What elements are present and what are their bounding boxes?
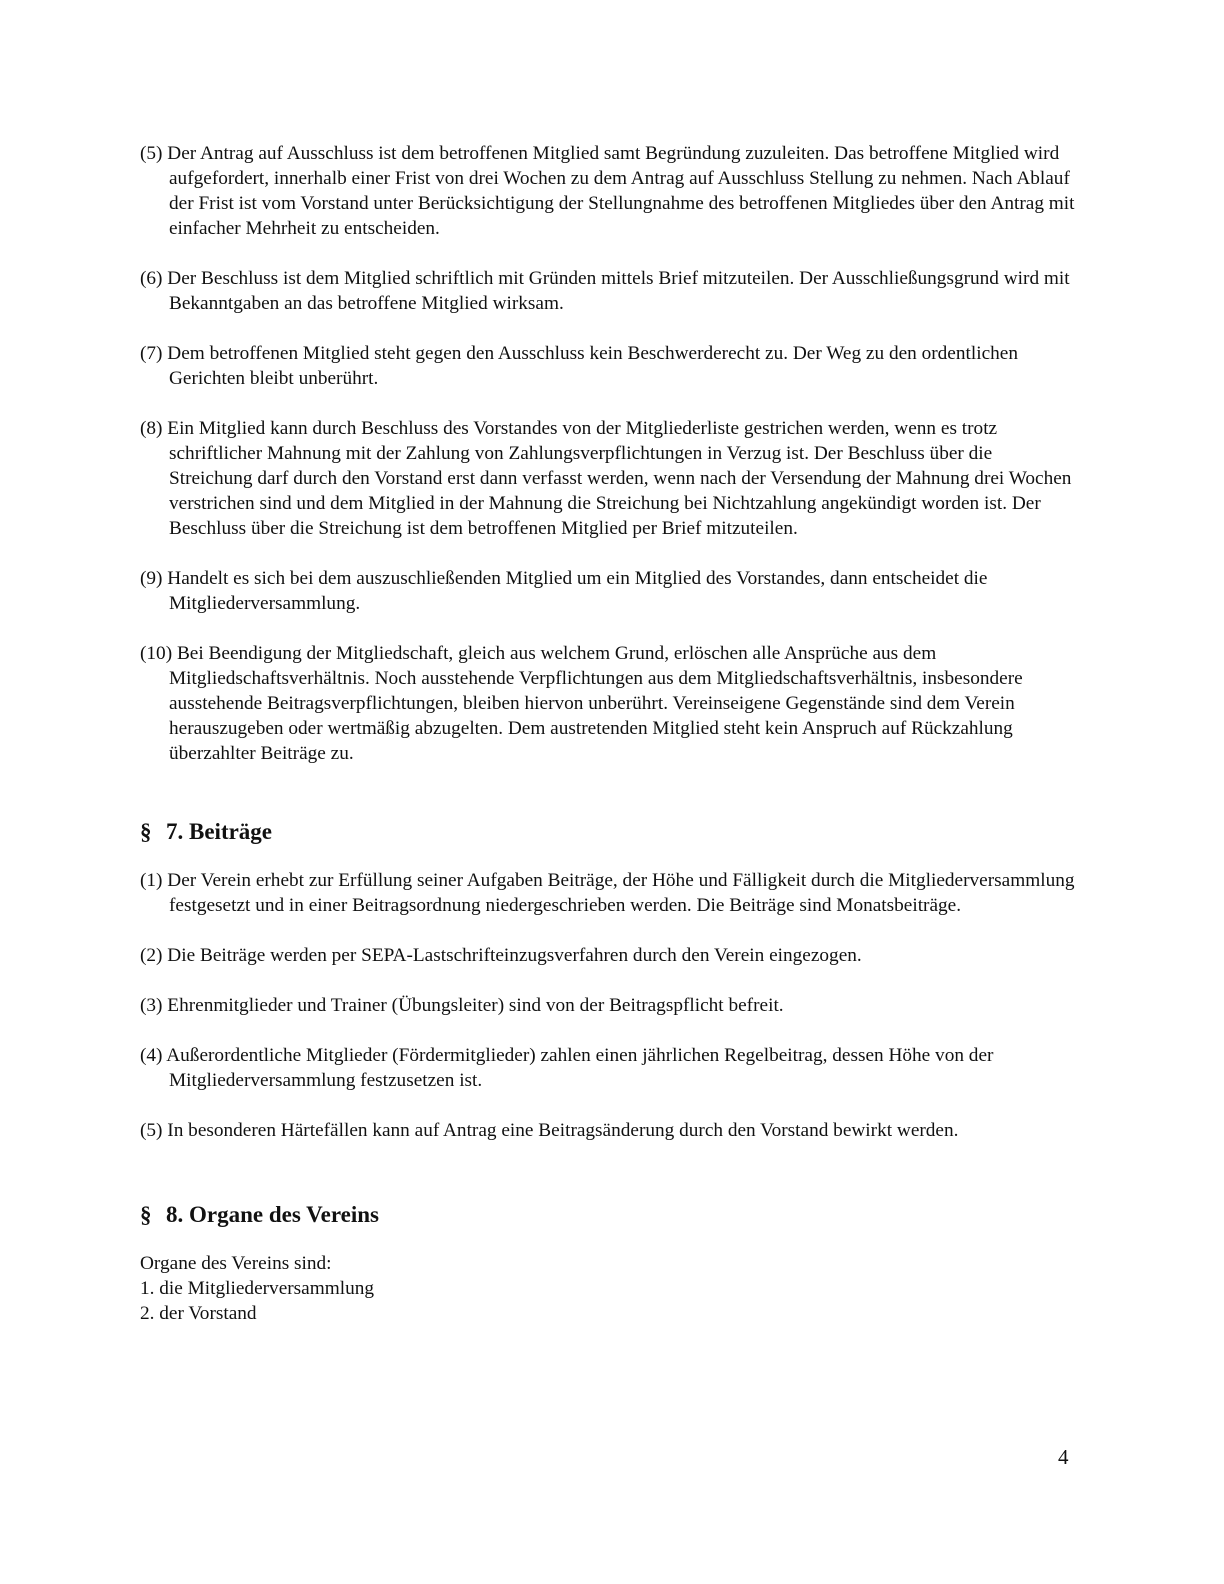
section6-paragraph-5: (5) Der Antrag auf Ausschluss ist dem betroffenen Mitglied samt Begründung zuzuleiten. Das betroffene Mitglied wird aufgefordert, innerhalb einer Frist von drei Wochen zu dem Antrag auf Ausschluss Stellung zu nehmen. Nach Ablauf der Frist ist vom Vorstand unter Berücksichtigung der Stellungnahme des betroffenen Mitgliedes über den Antrag mit einfacher Mehrheit zu entscheiden.	[140, 143, 1075, 239]
document-page	[140, 141, 1080, 1326]
section6-paragraph-8: (8) Ein Mitglied kann durch Beschluss des Vorstandes von der Mitgliederliste gestrichen werden, wenn es trotz schriftlicher Mahnung mit der Zahlung von Zahlungsverpflichtungen in Verzug ist. Der Beschluss über die Streichung darf durch den Vorstand erst dann verfasst werden, wenn nach der Versendung der Mahnung drei Wochen verstrichen sind und dem Mitglied in der Mahnung die Streichung bei Nichtzahlung angekündigt worden ist. Der Beschluss über die Streichung ist dem betroffenen Mitglied per Brief mitzuteilen.	[140, 418, 1072, 539]
section7-paragraph-3: (3) Ehrenmitglieder und Trainer (Übungsleiter) sind von der Beitragspflicht befreit.	[140, 995, 784, 1016]
section8-heading	[140, 1201, 1080, 1229]
section-symbol: §	[140, 1202, 152, 1227]
section7-paragraph-5: (5) In besonderen Härtefällen kann auf Antrag eine Beitragsänderung durch den Vorstand bewirkt werden.	[140, 1120, 959, 1141]
section7-paragraph-2: (2) Die Beiträge werden per SEPA-Lastschrifteinzugsverfahren durch den Verein eingezogen.	[140, 945, 862, 966]
section-symbol: §	[140, 819, 152, 844]
section6-paragraph-10: (10) Bei Beendigung der Mitgliedschaft, gleich aus welchem Grund, erlöschen alle Ansprüche aus dem Mitgliedschaftsverhältnis. Noch ausstehende Verpflichtungen aus dem Mitgliedschaftsverhältnis, insbesondere ausstehende Beitragsverpflichtungen, bleiben hiervon unberührt. Vereinseigene Gegenstände sind dem Verein herauszugeben oder wertmäßig abzugelten. Dem austretenden Mitglied steht kein Anspruch auf Rückzahlung überzahlter Beiträge zu.	[140, 643, 1023, 764]
page-number: 4	[1058, 1445, 1069, 1469]
section8-intro: Organe des Vereins sind:	[140, 1253, 332, 1274]
section6-paragraph-6: (6) Der Beschluss ist dem Mitglied schriftlich mit Gründen mittels Brief mitzuteilen. Der Ausschließungsgrund wird mit Bekanntgaben an das betroffene Mitglied wirksam.	[140, 268, 1070, 314]
section6-paragraph-9: (9) Handelt es sich bei dem auszuschließenden Mitglied um ein Mitglied des Vorstandes, dann entscheidet die Mitgliederversammlung.	[140, 568, 988, 614]
section7-paragraph-4: (4) Außerordentliche Mitglieder (Fördermitglieder) zahlen einen jährlichen Regelbeitrag, dessen Höhe von der Mitgliederversammlung festzusetzen ist.	[140, 1045, 994, 1091]
section7-paragraph-1: (1) Der Verein erhebt zur Erfüllung seiner Aufgaben Beiträge, der Höhe und Fälligkeit durch die Mitgliederversammlung festgesetzt und in einer Beitragsordnung niedergeschrieben werden. Die Beiträge sind Monatsbeiträge.	[140, 870, 1075, 916]
section8-list-item: 1. die Mitgliederversammlung	[140, 1278, 375, 1299]
section7-heading	[140, 818, 1080, 846]
section8-title: 8. Organe des Vereins	[166, 1202, 379, 1227]
section6-paragraph-7: (7) Dem betroffenen Mitglied steht gegen den Ausschluss kein Beschwerderecht zu. Der Weg zu den ordentlichen Gerichten bleibt unberührt.	[140, 343, 1018, 389]
section7-title: 7. Beiträge	[166, 819, 273, 844]
section8-list-item: 2. der Vorstand	[140, 1303, 257, 1324]
